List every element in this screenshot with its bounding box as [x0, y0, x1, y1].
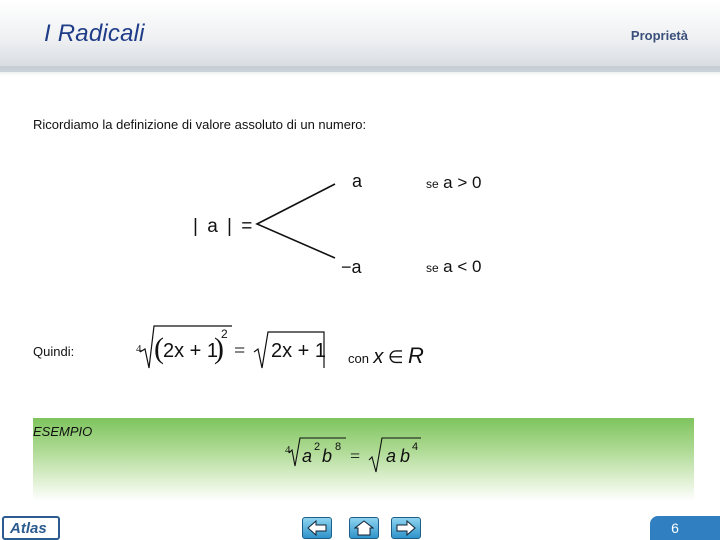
element-of-symbol: ∈ — [387, 347, 404, 367]
example-root-index: 4 — [285, 444, 291, 456]
case-negative-expr: a < 0 — [443, 257, 482, 276]
page-badge — [650, 516, 720, 540]
home-icon — [354, 520, 374, 536]
example-rhs-b: b — [400, 446, 411, 466]
example-equals: = — [350, 446, 361, 466]
example-rhs-a: a — [386, 446, 397, 466]
lhs-left-paren: ( — [154, 332, 164, 365]
example-lhs-b: b — [322, 446, 333, 466]
home-button[interactable] — [349, 517, 379, 539]
example-expression — [285, 438, 421, 472]
branch-lines — [257, 184, 335, 258]
absolute-value-lhs: | a | = — [193, 216, 255, 237]
logo-text: Atlas — [10, 520, 47, 537]
root-expression-lhs — [136, 326, 232, 368]
lhs-root-index: 4 — [136, 343, 142, 355]
rhs-expression: 2x + 1 — [271, 340, 327, 362]
case-positive-prefix: se — [426, 177, 439, 191]
lhs-right-paren: ) — [214, 332, 224, 365]
atlas-logo[interactable] — [2, 516, 60, 540]
example-lhs-b-exp: 8 — [335, 441, 342, 453]
section-label: Proprietà — [630, 28, 688, 43]
case-negative-prefix: se — [426, 261, 439, 275]
quindi-label: Quindi: — [33, 344, 75, 359]
example-lhs-a-exp: 2 — [314, 441, 321, 453]
example-rhs-b-exp: 4 — [412, 441, 419, 453]
case-negative-value: −a — [341, 257, 362, 277]
lhs-radicand: 2x + 1 — [163, 340, 219, 362]
domain-var: x — [373, 346, 384, 368]
case-positive-expr: a > 0 — [443, 173, 482, 192]
lhs-exponent: 2 — [221, 327, 228, 341]
app-title: I Radicali — [44, 20, 145, 47]
domain-prefix: con — [348, 351, 369, 366]
page-number: 6 — [671, 520, 679, 536]
equals-sign: = — [234, 340, 246, 362]
domain-set: R — [408, 343, 424, 368]
arrow-right-icon — [396, 520, 416, 536]
esempio-label: ESEMPIO — [33, 424, 93, 439]
next-button[interactable] — [391, 517, 421, 539]
root-expression-rhs — [254, 332, 326, 368]
prev-button[interactable] — [302, 517, 332, 539]
intro-text: Ricordiamo la definizione di valore assoluto di un numero: — [33, 117, 367, 132]
example-lhs-a: a — [302, 446, 313, 466]
arrow-left-icon — [307, 520, 327, 536]
case-positive-value: a — [352, 171, 363, 191]
